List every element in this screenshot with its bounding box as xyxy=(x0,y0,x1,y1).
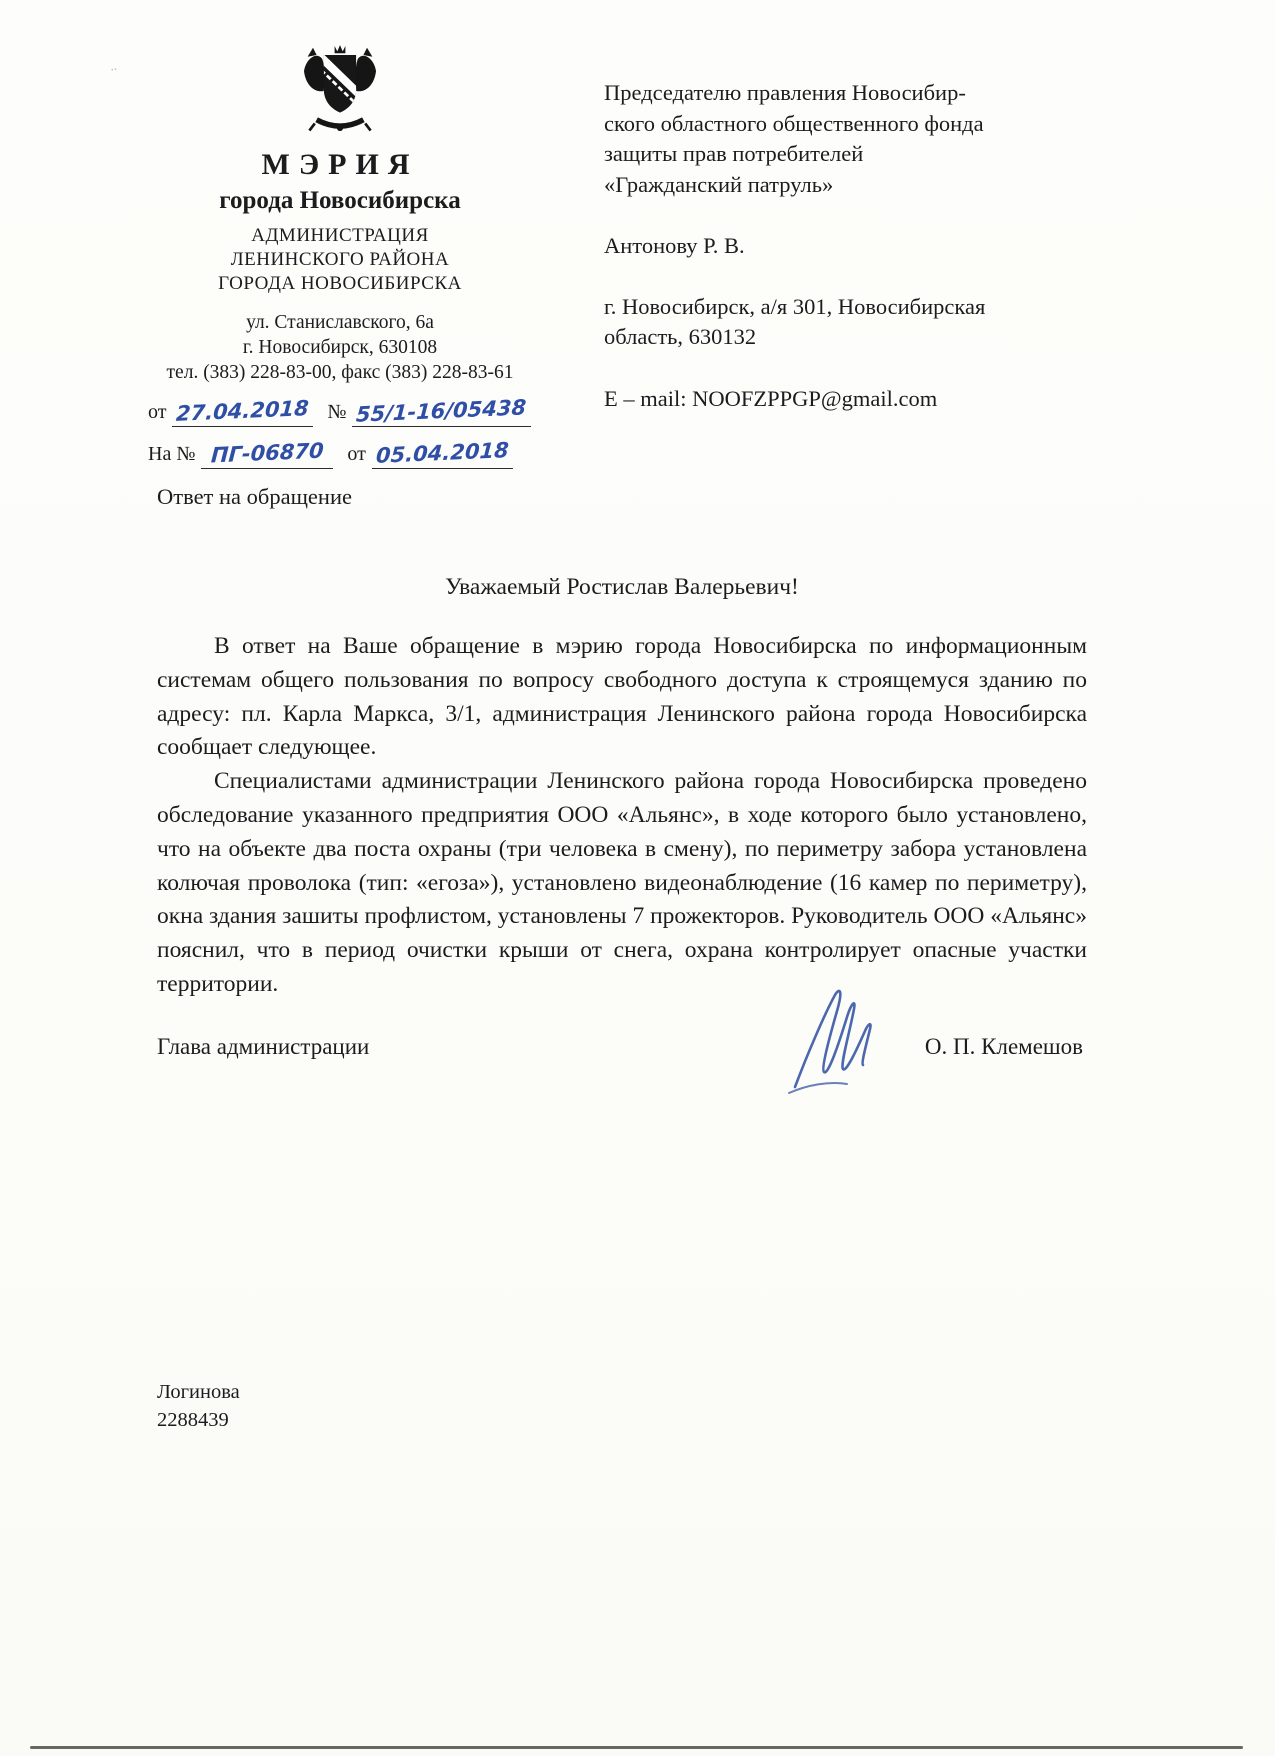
sender-phone-fax: тел. (383) 228-83-00, факс (383) 228-83-61 xyxy=(166,362,514,383)
executor-block xyxy=(157,1378,240,1434)
body-paragraph: В ответ на Ваше обращение в мэрию города Новосибирска по информационным системам общего пользования по вопросу свободного доступа к строящемуся зданию по адресу: пл. Карла Маркса, 3/1, администрация Ленинского района города Новосибирска сообщает следующее. xyxy=(157,633,1087,761)
department-block xyxy=(128,224,552,296)
handwritten-signature-icon xyxy=(777,985,897,1105)
incoming-date-label: от xyxy=(347,443,366,465)
recipient-email: Е – mail: NOOFZPPGP@gmail.com xyxy=(604,385,938,411)
recipient-address-line: г. Новосибирск, а/я 301, Новосибирская xyxy=(604,293,986,319)
reference-block xyxy=(128,395,552,469)
signature-row xyxy=(157,1020,1087,1130)
recipient-name: Антонову Р. В. xyxy=(604,233,745,258)
incoming-date-blank xyxy=(372,438,513,469)
outgoing-date-blank xyxy=(172,396,313,427)
department-line: ЛЕНИНСКОГО РАЙОНА xyxy=(230,249,450,270)
letter-subject: Ответ на обращение xyxy=(157,484,352,509)
body-paragraph: Специалистами администрации Ленинского района города Новосибирска проведено обследование указанного предприятия ООО «Альянс», в ходе которого было установлено, что на объекте два поста охраны (три человека в смену), по периметру забора установлена колючая проволока (тип: «егоза»), установлено видеонаблюдение (16 камер по периметру), окна здания зашиты профлистом, установлены 7 прожекторов. Руководитель ООО «Альянс» пояснил, что в период очистки крыши от снега, охрана контролирует опасные участки территории. xyxy=(157,768,1087,997)
recipient-block xyxy=(604,78,1090,414)
outgoing-number-handwritten: 55/1-16/05438 xyxy=(355,395,528,427)
org-name-primary: МЭРИЯ xyxy=(261,148,419,181)
scan-artifact: .. xyxy=(108,57,118,74)
department-line: ГОРОДА НОВОСИБИРСКА xyxy=(218,273,462,294)
outgoing-date-handwritten: 27.04.2018 xyxy=(175,396,311,426)
incoming-number-handwritten: ПГ-06870 xyxy=(210,438,325,468)
incoming-date-handwritten: 05.04.2018 xyxy=(375,438,510,468)
outgoing-date-label: от xyxy=(148,401,167,423)
signer-name: О. П. Клемешов xyxy=(924,1034,1083,1059)
outgoing-number-blank xyxy=(352,395,530,427)
letterhead xyxy=(128,40,552,469)
recipient-title-line: «Гражданский патруль» xyxy=(604,171,834,197)
salutation: Уважаемый Ростислав Валерьевич! xyxy=(445,574,799,600)
signer-title: Глава администрации xyxy=(157,1034,370,1059)
incoming-number-label: На № xyxy=(148,443,196,465)
sender-street: ул. Станиславского, 6а xyxy=(246,312,434,333)
department-line: АДМИНИСТРАЦИЯ xyxy=(251,225,429,246)
incoming-ref-line xyxy=(148,438,552,469)
scan-edge-artifact xyxy=(30,1746,1243,1749)
org-name-secondary: города Новосибирска xyxy=(219,187,461,214)
letter-body xyxy=(157,630,1087,1002)
sender-city: г. Новосибирск, 630108 xyxy=(242,337,438,358)
executor-name: Логинова xyxy=(157,1381,240,1403)
outgoing-ref-line xyxy=(148,395,552,427)
recipient-title-line: ского областного общественного фонда xyxy=(604,110,984,136)
sender-address-block xyxy=(128,310,552,385)
recipient-title-line: защиты прав потребителей xyxy=(604,141,864,166)
executor-phone: 2288439 xyxy=(157,1409,229,1431)
novosibirsk-coat-of-arms-icon xyxy=(295,40,385,142)
recipient-address xyxy=(604,292,1090,353)
outgoing-number-label: № xyxy=(327,401,347,423)
recipient-address-line: область, 630132 xyxy=(604,324,757,349)
recipient-title-line: Председателю правления Новосибир- xyxy=(604,80,966,105)
incoming-number-blank xyxy=(201,438,333,469)
